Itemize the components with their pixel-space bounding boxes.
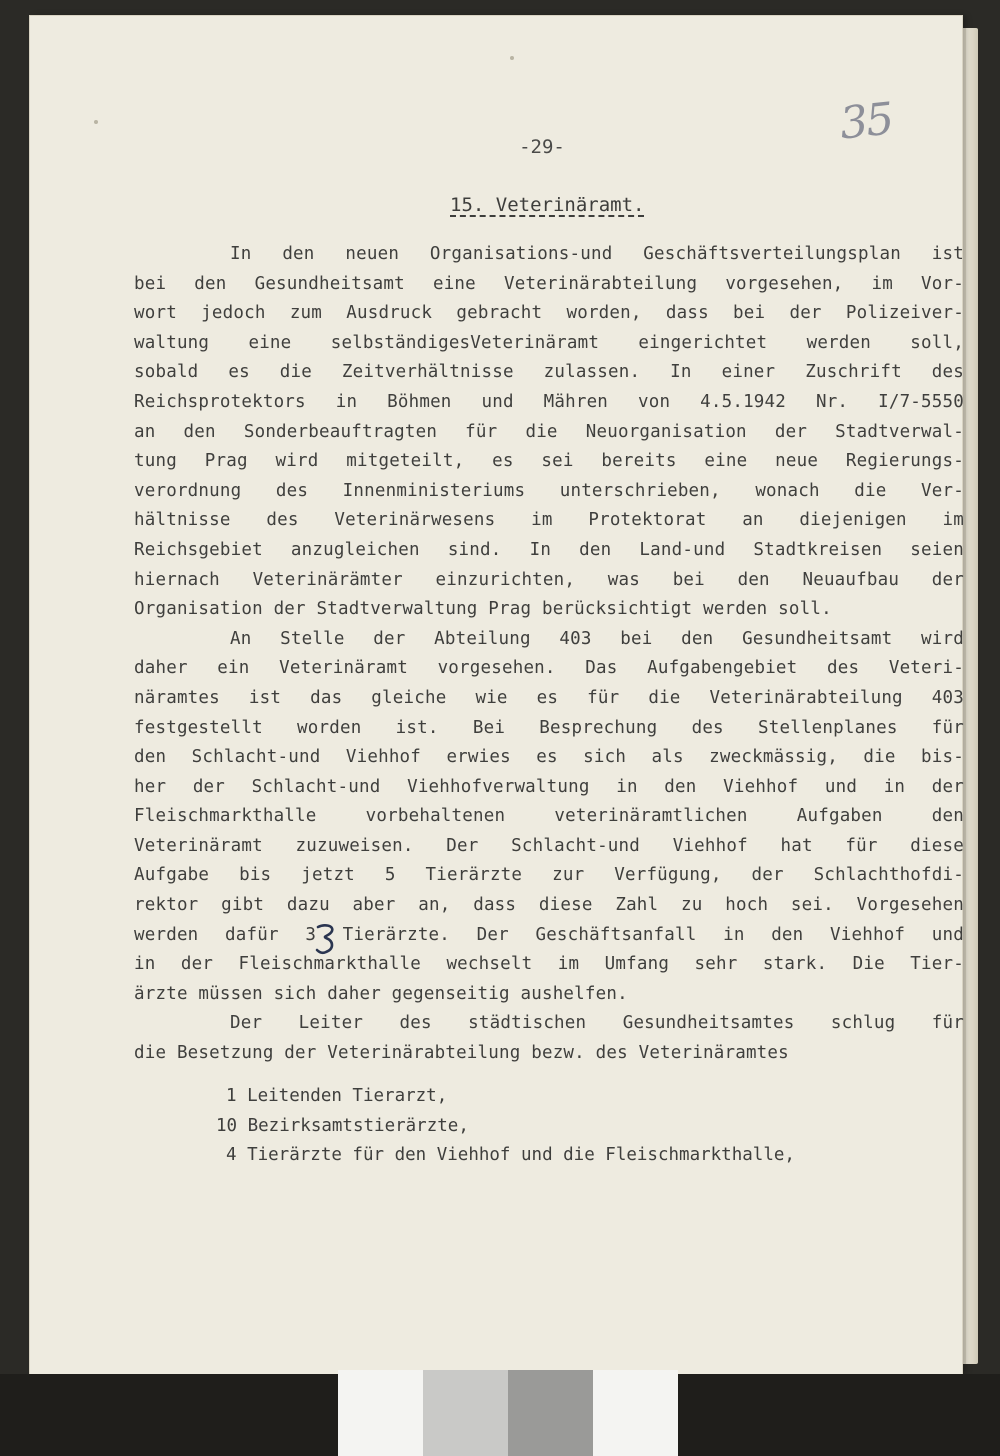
text-line: wort jedoch zum Ausdruck gebracht worden, dass bei der Polizeiver- bbox=[134, 303, 964, 324]
section-heading: 15. Veterinäramt. bbox=[450, 194, 645, 216]
text-line: her der Schlacht-und Viehhofverwaltung in den Viehhof und in der bbox=[134, 776, 964, 797]
text-line: näramtes ist das gleiche wie es für die Veterinärabteilung 403 bbox=[134, 687, 964, 708]
text-line: an den Sonderbeauftragten für die Neuorganisation der Stadtverwal- bbox=[134, 421, 964, 442]
color-calibration-bar bbox=[338, 1370, 678, 1456]
text-line: werden dafür 3 Tierärzte. Der Geschäftsanfall in den Viehhof und bbox=[134, 924, 964, 945]
paragraph-2 bbox=[134, 625, 964, 1010]
text-line: Reichsprotektors in Böhmen und Mähren von 4.5.1942 Nr. I/7-5550 bbox=[134, 391, 964, 412]
document-page bbox=[30, 16, 962, 1374]
text-line: hiernach Veterinärämter einzurichten, was bei den Neuaufbau der bbox=[134, 569, 964, 590]
calibration-patch bbox=[508, 1370, 593, 1456]
calibration-patch bbox=[338, 1370, 423, 1456]
list-item: 10 Bezirksamtstierärzte, bbox=[216, 1115, 469, 1136]
paragraph-1 bbox=[134, 240, 964, 625]
page-number: -29- bbox=[519, 136, 565, 158]
text-line: Der Leiter des städtischen Gesundheitsamtes schlug für bbox=[230, 1013, 964, 1034]
archive-number-handwritten: 35 bbox=[837, 93, 895, 150]
text-line: Fleischmarkthalle vorbehaltenen veterinäramtlichen Aufgaben den bbox=[134, 806, 964, 827]
text-line: An Stelle der Abteilung 403 bei den Gesundheitsamt wird bbox=[230, 628, 964, 649]
text-line: Organisation der Stadtverwaltung Prag berücksichtigt werden soll. bbox=[134, 599, 832, 620]
text-line: bei den Gesundheitsamt eine Veterinärabteilung vorgesehen, im Vor- bbox=[134, 273, 964, 294]
text-line: Veterinäramt zuzuweisen. Der Schlacht-und Viehhof hat für diese bbox=[134, 835, 964, 856]
text-line: sobald es die Zeitverhältnisse zulassen. In einer Zuschrift des bbox=[134, 362, 964, 383]
staff-list bbox=[216, 1082, 926, 1171]
text-line: verordnung des Innenministeriums unterschrieben, wonach die Ver- bbox=[134, 480, 964, 501]
text-line: hältnisse des Veterinärwesens im Protektorat an diejenigen im bbox=[134, 510, 964, 531]
text-line: tung Prag wird mitgeteilt, es sei bereits eine neue Regierungs- bbox=[134, 451, 964, 472]
text-line: in der Fleischmarkthalle wechselt im Umfang sehr stark. Die Tier- bbox=[134, 954, 964, 975]
calibration-patch bbox=[593, 1370, 678, 1456]
list-item: 4 Tierärzte für den Viehhof und die Fleischmarkthalle, bbox=[226, 1145, 795, 1166]
list-item: 1 Leitenden Tierarzt, bbox=[226, 1086, 448, 1106]
text-line: Reichsgebiet anzugleichen sind. In den Land-und Stadtkreisen seien bbox=[134, 539, 964, 560]
calibration-patch bbox=[423, 1370, 508, 1456]
body-text bbox=[134, 240, 964, 1069]
text-line: die Besetzung der Veterinärabteilung bezw. des Veterinäramtes bbox=[134, 1043, 789, 1064]
text-line: waltung eine selbständigesVeterinäramt eingerichtet werden soll, bbox=[134, 332, 964, 353]
text-line: rektor gibt dazu aber an, dass diese Zahl zu hoch sei. Vorgesehen bbox=[134, 895, 964, 916]
text-line: festgestellt worden ist. Bei Besprechung des Stellenplanes für bbox=[134, 717, 964, 738]
paper-speck bbox=[510, 56, 514, 60]
text-line: den Schlacht-und Viehhof erwies es sich als zweckmässig, die bis- bbox=[134, 747, 964, 768]
paper-speck bbox=[94, 120, 98, 124]
text-line: Aufgabe bis jetzt 5 Tierärzte zur Verfügung, der Schlachthofdi- bbox=[134, 865, 964, 886]
text-line: ärzte müssen sich daher gegenseitig aushelfen. bbox=[134, 983, 628, 1004]
text-line: daher ein Veterinäramt vorgesehen. Das Aufgabengebiet des Veteri- bbox=[134, 658, 964, 679]
handwritten-correction-mark bbox=[314, 922, 340, 956]
paragraph-3 bbox=[134, 1009, 964, 1068]
text-line: In den neuen Organisations-und Geschäftsverteilungsplan ist bbox=[230, 244, 964, 264]
